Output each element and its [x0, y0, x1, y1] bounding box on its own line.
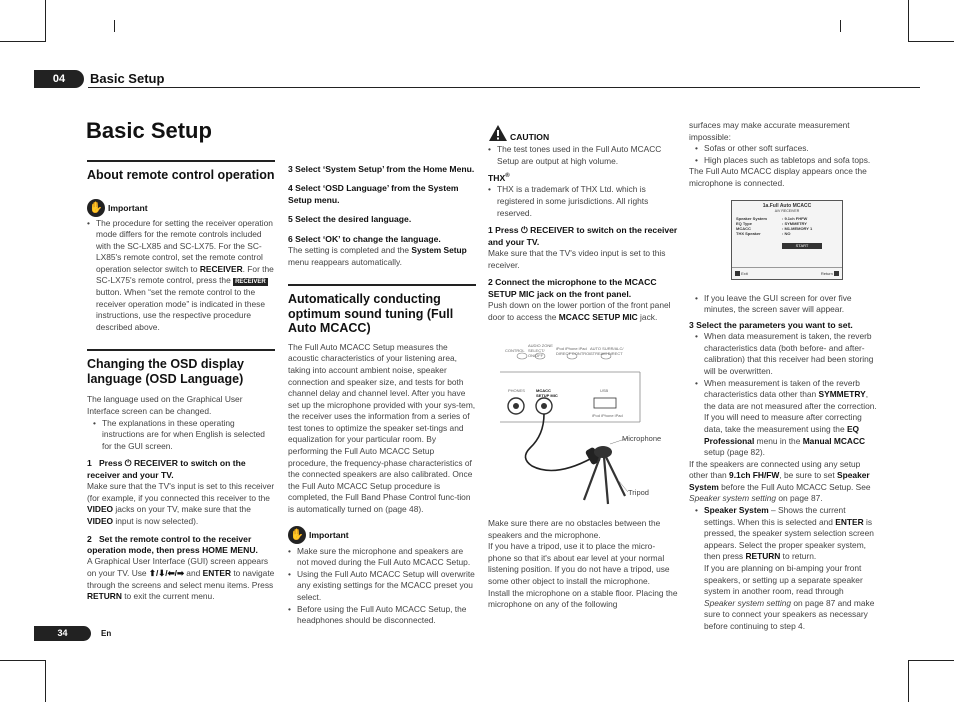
section-heading-remote: About remote control operation: [87, 168, 275, 182]
list-item: • When data measurement is taken, the reverb characteristics data (both before- and after-calibration) that this receiver had been storing will be overwritten.: [695, 331, 877, 377]
column-1: [87, 160, 275, 603]
step-1-text: Make sure that the TV's input is set to this receiver (for example, if you connected this receiver to the VIDEO jacks on your TV, make sure that the VIDEO input is now selected).: [87, 481, 275, 526]
step-3-heading: 3 Select ‘System Setup’ from the Home Menu.: [288, 164, 475, 174]
screen-row-label: EQ Type: [736, 220, 752, 226]
step-6-heading: 6 Select ‘OK’ to change the language.: [288, 233, 441, 244]
column-4: [689, 120, 877, 633]
crop-mark: [908, 41, 954, 42]
crop-mark: [908, 660, 954, 661]
list-item: • The procedure for setting the receiver operation mode differs for the remote controls included with the SC-LX85 and SC-LX75. For the SC-LX85's remote control, set the remote control operation selector switch to RECEIVER. For the SC-LX75's remote control, press the RECEIVER button. When “set the remote control to the receiver operation mode” is indicated in these instructions, use the respective procedure described above.: [87, 218, 275, 334]
crop-mark: [908, 660, 909, 702]
list-item: • Make sure the microphone and speakers are not moved during the Full Auto MCACC Setup.: [288, 546, 476, 569]
paragraph: The Full Auto MCACC display appears once the microphone is connected.: [689, 166, 867, 188]
diagram-label: iPod iPhone iPad: [592, 413, 623, 418]
list-item: • High places such as tabletops and sofa tops.: [695, 155, 877, 167]
list-item: • Using the Full Auto MCACC Setup will overwrite any existing settings for the MCACC preset you select.: [288, 569, 476, 604]
crop-mark: [0, 41, 46, 42]
screen-row-value: : NO: [782, 230, 791, 236]
header-rule: [88, 87, 920, 88]
osd-intro: The language used on the Graphical User Interface screen can be changed.: [87, 394, 243, 417]
section-rule: [87, 349, 275, 351]
crop-mark: [0, 660, 46, 661]
crop-mark: [114, 20, 115, 32]
crop-mark: [840, 20, 841, 32]
list-item: • When measurement is taken of the reverb characteristics data other than SYMMETRY, the data are not measured after the correction. If you will need to measure after correcting data, take the measurement using the EQ Professional menu in the Manual MCACC setup (page 82).: [695, 378, 877, 459]
mcacc-text: The Full Auto MCACC Setup measures the acoustic characteristics of your listening area, taking into account ambient noise, speaker connection and speaker size, and tests for both channel delay and channel level. After you have set up the microphone provided with your sys-tem, the receiver uses the information from a series of test tones to optimize the speaker set-tings and equalization for your particular room. By performing the Full Auto MCACC Setup procedure, the frequency-phase characteristics of the connected speakers are also calibrated. Once the Full Auto MCACC Setup procedure is completed, the Full Band Phase Control func-tion is automatically turned on (page 48).: [288, 341, 476, 515]
page-number-badge: [34, 626, 91, 641]
paragraph: If you have a tripod, use it to place the micro-phone so that it's about ear level at your normal listening position. If you do not have a tripod, use some other object to install the microphone.: [488, 541, 670, 586]
section-heading-osd: Changing the OSD display language (OSD Language): [87, 357, 244, 386]
caution-header: [488, 124, 678, 142]
language-code: En: [101, 629, 112, 638]
important-list: [288, 546, 476, 627]
caution-label: CAUTION: [510, 132, 550, 142]
step-3-list: [689, 331, 877, 459]
screen-row-label: Speaker System: [736, 215, 767, 221]
section-rule: [87, 160, 275, 162]
step-2-text: Push down on the lower portion of the front panel door to access the MCACC SETUP MIC jack.: [488, 300, 671, 322]
screen-row-label: THX Speaker: [736, 230, 761, 236]
list-item: • Speaker System – Shows the current settings. When this is selected and ENTER is pressed, the speaker system selection screen appears. Select the proper speaker system, then press RETURN to return.: [695, 505, 877, 563]
receiver-button-icon: RECEIVER: [235, 279, 266, 286]
step-2-heading: 2 Set the remote control to the receiver operation mode, then press HOME MENU.: [87, 533, 258, 555]
step-5-heading: 5 Select the desired language.: [288, 214, 412, 225]
front-panel-illustration: [500, 340, 680, 510]
list-item: • Sofas or other soft surfaces.: [695, 143, 877, 155]
hand-icon: ✋: [288, 526, 306, 544]
crop-mark: [45, 0, 46, 42]
chapter-number: 04: [52, 73, 66, 85]
step-4-heading: 4 Select ‘OSD Language’ from the System Setup menu.: [288, 183, 459, 205]
screensaver-list: [689, 293, 877, 316]
important-list: [87, 218, 275, 334]
power-icon: ⏻: [520, 225, 528, 236]
important-label: Important: [108, 202, 148, 213]
step-1-heading: 1 Press ⏻ RECEIVER to switch on the receiver and your TV.: [87, 458, 246, 480]
osd-list: [87, 418, 275, 453]
step-3-heading: 3 Select the parameters you want to set.: [689, 319, 853, 330]
power-icon: ⏻: [124, 458, 132, 469]
microphone-diagram: [500, 340, 680, 510]
screen-row-label: MCACC: [736, 225, 751, 231]
column-2: [288, 164, 476, 627]
screen-row-value: : 9.1ch FHFW: [782, 215, 808, 221]
start-button[interactable]: START: [782, 243, 822, 249]
step-2-heading: 2 Connect the microphone to the MCACC SETUP MIC jack on the front panel.: [488, 277, 657, 299]
diagram-label: AUDIO ZONE SELECT/ ON/OFF: [528, 343, 553, 358]
tripod-label: Tripod: [628, 488, 649, 497]
step-1-text: Make sure that the TV's video input is set to this receiver.: [488, 248, 666, 270]
arrow-icons: ⬆/⬇/⬅/➡: [148, 568, 184, 578]
screen-subtitle: A/V RECEIVER: [774, 208, 800, 213]
section-rule: [288, 284, 476, 286]
column-3: [488, 124, 678, 323]
column-3-bottom: [488, 518, 678, 611]
screen-title: 1a.Full Auto MCACC: [762, 202, 812, 209]
important-box: [87, 199, 275, 217]
return-hint: Return: [821, 271, 839, 276]
paragraph: surfaces may make accurate measurement impossible:: [689, 120, 850, 142]
crop-mark: [45, 660, 46, 702]
screen-row[interactable]: [736, 231, 842, 236]
important-box: ✋ Important: [288, 526, 476, 544]
list-item: • The explanations in these operating instructions are for when English is selected for the GUI screen.: [93, 418, 275, 453]
paragraph: Make sure there are no obstacles between the speakers and the microphone.: [488, 518, 661, 540]
step-6-text: The setting is completed and the System Setup menu reappears automatically.: [288, 245, 467, 267]
chapter-badge: [34, 70, 84, 88]
exit-hint: Exit: [735, 271, 748, 276]
hand-icon: ✋: [87, 199, 105, 217]
thx-list: [488, 184, 678, 219]
microphone-label: Microphone: [622, 434, 662, 443]
warning-icon: [488, 124, 508, 142]
screen-row-value: : M1.MEMORY 1: [782, 225, 813, 231]
chapter-title: Basic Setup: [90, 71, 165, 86]
list-item: • Before using the Full Auto MCACC Setup, the headphones should be disconnected.: [288, 604, 476, 627]
thx-label: THX®: [488, 173, 510, 184]
speaker-system-list: [689, 505, 877, 563]
page-number: 34: [57, 628, 68, 638]
screen-rows: [736, 216, 842, 236]
caution-list: [488, 144, 678, 167]
screen-row-value: : SYMMETRY: [782, 220, 807, 226]
section-heading-mcacc: Automatically conducting optimum sound tuning (Full Auto MCACC): [288, 292, 454, 336]
paragraph: Install the microphone on a stable floor. Placing the microphone on any of the following: [488, 587, 678, 610]
page-title: Basic Setup: [86, 118, 212, 143]
paragraph: If the speakers are connected using any setup other than 9.1ch FH/FW, be sure to set Speaker System before the Full Auto MCACC Setup. See Speaker system setting on page 87.: [689, 458, 871, 504]
step-2-text: A Graphical User Interface (GUI) screen appears on your TV. Use ⬆/⬇/⬅/➡ and ENTER to navigate through the screens and select menu items. Press RETURN to exit the current menu.: [87, 556, 275, 602]
diagram-label: MCACC SETUP MIC: [536, 388, 558, 398]
diagram-label: AUTO SURR/ALC/ STREAM DIRECT: [590, 346, 624, 356]
diagram-label: USB: [600, 388, 609, 393]
crop-mark: [908, 0, 909, 42]
diagram-label: CONTROL: [505, 348, 525, 353]
gui-screen: [731, 200, 843, 280]
diagram-label: PHONES: [508, 388, 525, 393]
paragraph: If you are planning on bi-amping your front speakers, or setting up a separate speaker system in another room, read through Speaker system setting on page 87 and make sure to connect your speakers as necessary before continuing to step 4.: [704, 563, 875, 631]
list-item: • If you leave the GUI screen for over five minutes, the screen saver will appear.: [695, 293, 877, 316]
list-item: • The test tones used in the Full Auto MCACC Setup are output at high volume.: [488, 144, 678, 167]
list-item: • THX is a trademark of THX Ltd. which is registered in some jurisdictions. All rights reserved.: [488, 184, 678, 219]
diagram-label: iPod iPhone iPad DIRECT CONTROL: [556, 346, 592, 356]
surfaces-list: [689, 143, 877, 166]
step-1-heading: 1 Press ⏻ RECEIVER to switch on the receiver and your TV.: [488, 225, 678, 247]
